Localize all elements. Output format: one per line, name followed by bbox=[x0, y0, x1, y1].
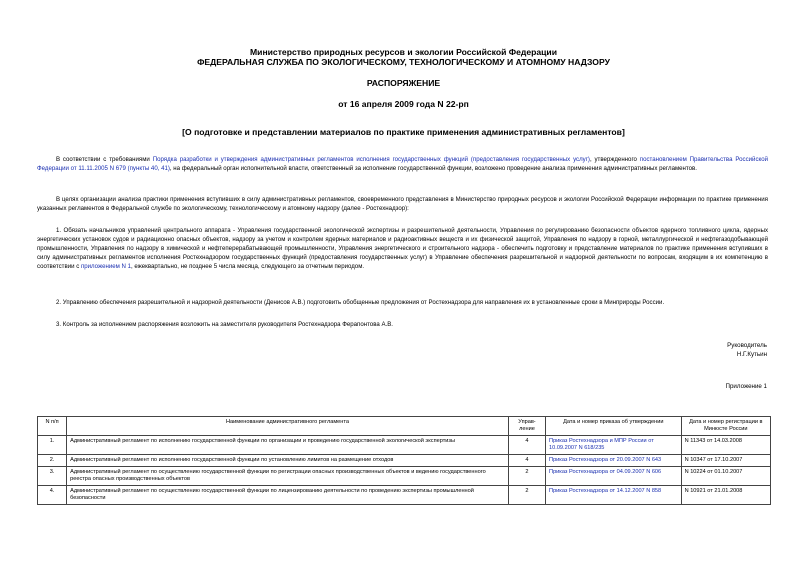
header-department: Управ- ление bbox=[508, 417, 545, 436]
purpose-paragraph: В целях организации анализа практики применения вступивших в силу административных регламентов, своевременного представления в Министерство природных ресурсов и экологии Российской Федерации информации по практике применения указанных регламентов в Федеральной службе по экологическому, технологическому и атомному надзору (далее - Ростехнадзор): bbox=[37, 196, 768, 212]
signature-title: Руководитель bbox=[727, 342, 767, 349]
table-row bbox=[38, 436, 771, 455]
intro-text-mid: , утвержденного bbox=[589, 156, 640, 163]
header-number: N п/п bbox=[38, 417, 67, 436]
row-regulation-name: Административный регламент по исполнению государственной функции по организации и проведению государственной экологической экспертизы bbox=[67, 436, 509, 455]
row-order-link[interactable]: Приказ Ростехнадзора от 14.12.2007 N 858 bbox=[549, 488, 662, 494]
row-registration: N 10347 от 17.10.2007 bbox=[681, 455, 770, 467]
row-order-link[interactable]: Приказ Ростехнадзора от 04.09.2007 N 606 bbox=[549, 469, 662, 475]
row-number: 4. bbox=[38, 486, 67, 505]
header-order: Дата и номер приказа об утверждении bbox=[546, 417, 682, 436]
row-number: 3. bbox=[38, 467, 67, 486]
row-department: 2 bbox=[508, 467, 545, 486]
row-registration: N 10921 от 21.01.2008 bbox=[681, 486, 770, 505]
procedure-link[interactable]: Порядка разработки и утверждения административных регламентов исполнения государственных функций (предоставления государственных услуг) bbox=[152, 156, 590, 163]
item-1-text-before: 1. Обязать начальников управлений центрального аппарата - Управления государственной экологической экспертизы и разрешительной деятельности, Управления по регулированию безопасности объектов ядерного топливного цикла, ядерных энергетических установок судов и радиационно опасных объектов, надзору за учетом и контролем ядерных материалов и радиоактивных веществ и их физической защитой, Управления по надзору в горной, металлургической и нефтегазодобывающей промышленности, Управления по надзору в химической и нефтеперерабатывающей промышленности, Управления энергетического и строительного надзора - обеспечить подготовку и представление материалов по практике применения вступивших в силу административных регламентов исполнения Ростехнадзором государственных функций (предоставления государственных услуг) в Управление обеспечения разрешительной и надзорной деятельности по вопросам, входящим в их компетенцию в соответствии с bbox=[37, 227, 768, 270]
row-registration: N 11343 от 14.03.2008 bbox=[681, 436, 770, 455]
table-row bbox=[38, 486, 771, 505]
table-row bbox=[38, 467, 771, 486]
header-regulation-name: Наименование административного регламента bbox=[67, 417, 509, 436]
row-number: 2. bbox=[38, 455, 67, 467]
item-1-text-after: , ежеквартально, не позднее 5 числа месяца, следующего за отчетным периодом. bbox=[130, 263, 365, 270]
clauses-link[interactable]: (пункты 40, 41) bbox=[127, 165, 170, 172]
row-regulation-name: Административный регламент по осуществлению государственной функции по регистрации опасных производственных объектов и ведению государственного реестра опасных производственных объектов bbox=[67, 467, 509, 486]
service-heading: ФЕДЕРАЛЬНАЯ СЛУЖБА ПО ЭКОЛОГИЧЕСКОМУ, ТЕХНОЛОГИЧЕСКОМУ И АТОМНОМУ НАДЗОРУ bbox=[197, 57, 610, 67]
row-department: 2 bbox=[508, 486, 545, 505]
intro-text-after: , на федеральный орган исполнительной власти, ответственный за исполнение государственной функции, возложено проведение анализа применения административных регламентов. bbox=[169, 165, 697, 172]
intro-paragraph bbox=[37, 155, 768, 173]
document-subject: [О подготовке и представлении материалов по практике применения административных регламентов] bbox=[182, 127, 625, 137]
item-1-paragraph bbox=[37, 226, 768, 271]
row-number: 1. bbox=[38, 436, 67, 455]
item-2-paragraph: 2. Управлению обеспечения разрешительной и надзорной деятельности (Денисов А.В.) подготовить обобщенные предложения от Ростехнадзора для направления их в установленные сроки в Минприроды России. bbox=[56, 299, 665, 306]
resolution-link[interactable]: постановлением Правительства Российской Федерации от 11.11.2005 N 679 bbox=[37, 156, 769, 172]
row-order-link[interactable]: Приказ Ростехнадзора и МПР России от 10.09.2007 N 618/235 bbox=[549, 438, 654, 451]
appendix-1-link[interactable]: приложением N 1 bbox=[80, 263, 131, 270]
row-department: 4 bbox=[508, 455, 545, 467]
intro-text-before: В соответствии с требованиями bbox=[56, 156, 153, 163]
table-header-row bbox=[38, 417, 771, 436]
row-regulation-name: Административный регламент по осуществлению государственной функции по лицензированию деятельности по проведению экспертизы промышленной безопасности bbox=[67, 486, 509, 505]
item-3-paragraph: 3. Контроль за исполнением распоряжения возложить на заместителя руководителя Ростехнадзора Ферапонтова А.В. bbox=[56, 321, 393, 328]
appendix-label: Приложение 1 bbox=[725, 383, 767, 390]
ministry-heading: Министерство природных ресурсов и экологии Российской Федерации bbox=[250, 47, 557, 57]
document-type: РАСПОРЯЖЕНИЕ bbox=[366, 78, 441, 88]
row-department: 4 bbox=[508, 436, 545, 455]
row-regulation-name: Административный регламент по исполнению государственной функции по установлению лимитов на размещение отходов bbox=[67, 455, 509, 467]
table-row bbox=[38, 455, 771, 467]
document-date-number: от 16 апреля 2009 года N 22-рп bbox=[338, 99, 469, 109]
signature-name: Н.Г.Кутьин bbox=[736, 351, 767, 358]
header-registration: Дата и номер регистрации в Минюсте России bbox=[681, 417, 770, 436]
row-order-link[interactable]: Приказ Ростехнадзора от 20.09.2007 N 643 bbox=[549, 457, 662, 463]
regulations-table bbox=[37, 416, 771, 505]
row-registration: N 10224 от 01.10.2007 bbox=[681, 467, 770, 486]
